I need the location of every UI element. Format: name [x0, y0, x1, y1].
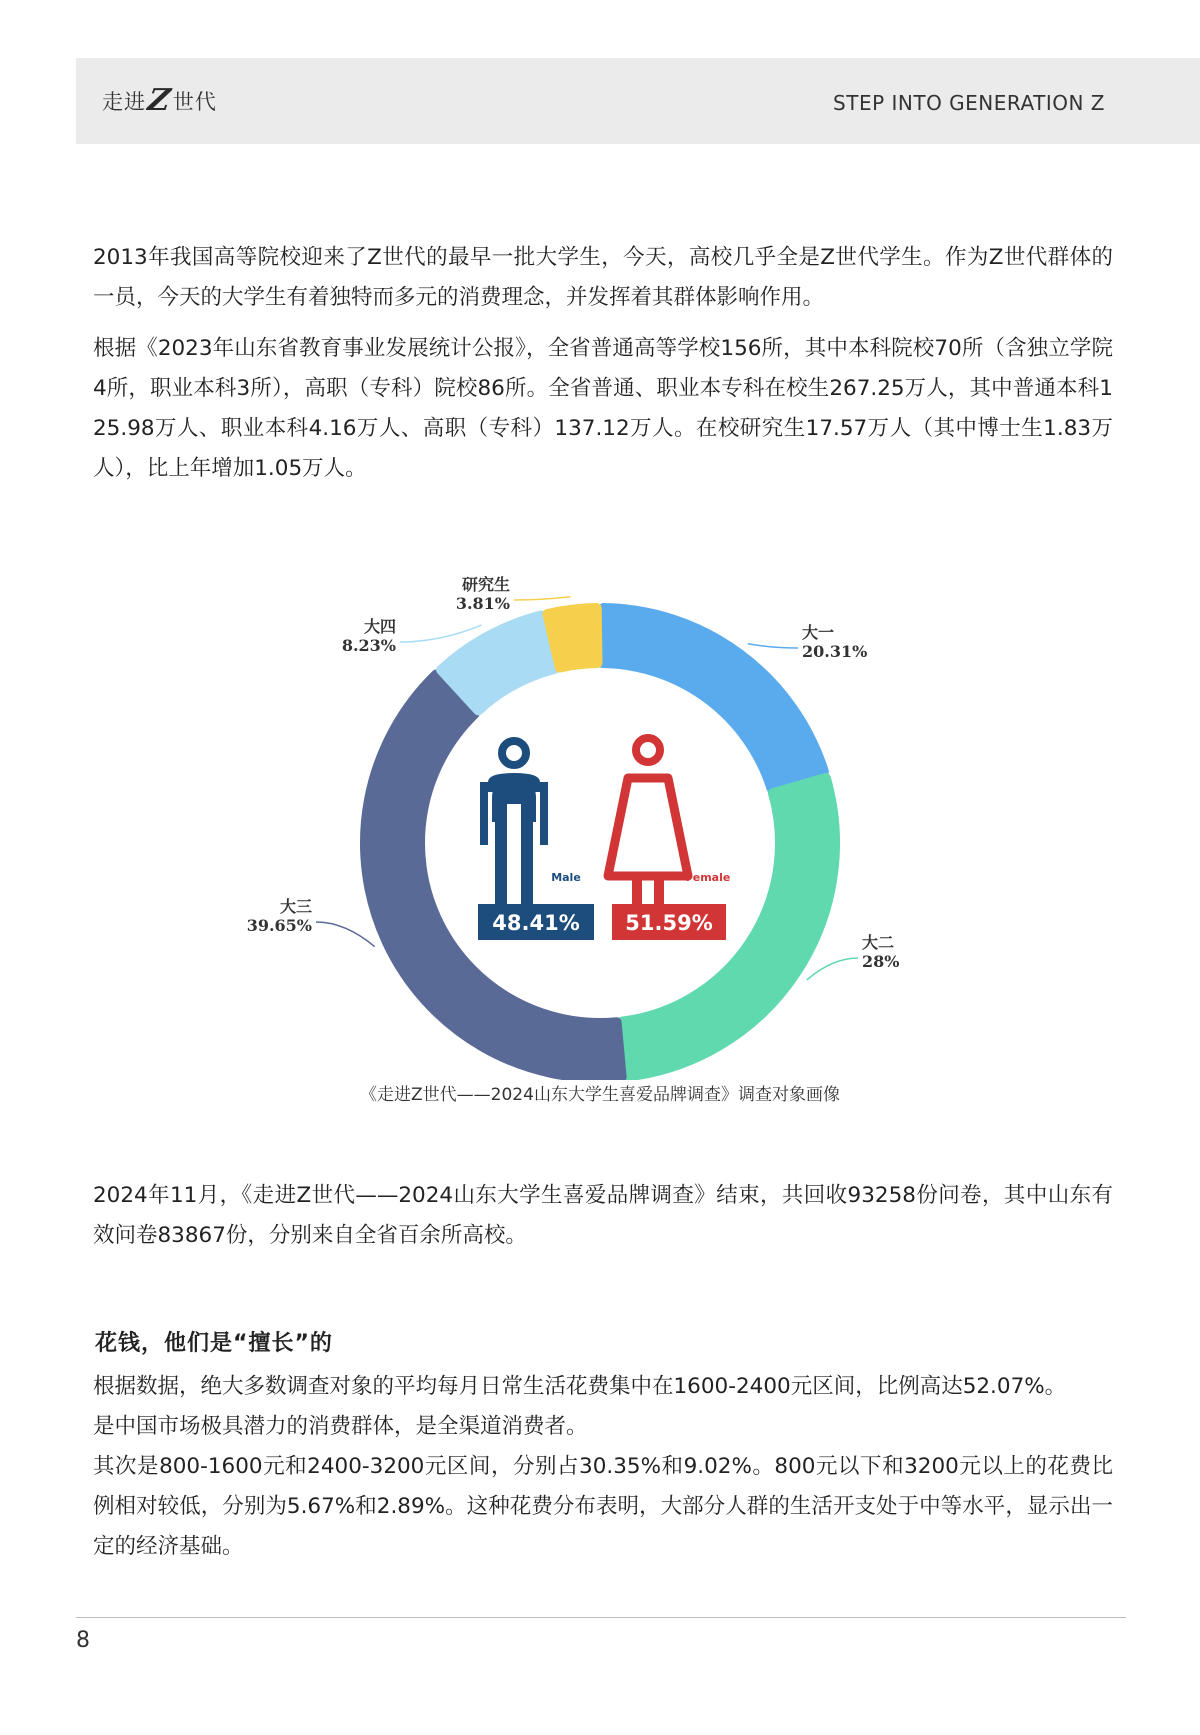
donut-slice-graduate	[547, 608, 597, 668]
spending-paragraph	[93, 1367, 1113, 1567]
leader-line-sophomore	[807, 958, 858, 980]
section-title: 花钱，他们是“擅长”的	[95, 1331, 333, 1356]
page-header	[76, 58, 1200, 144]
spending-line-1: 根据数据，绝大多数调查对象的平均每月日常生活花费集中在1600-2400元区间，比例高达52.07%。	[93, 1374, 1067, 1399]
male-icon-shoulders	[488, 773, 540, 792]
leader-line-junior	[316, 922, 375, 947]
slice-value-freshman: 20.31%	[802, 642, 868, 661]
statistics-paragraph: 根据《2023年山东省教育事业发展统计公报》，全省普通高等学校156所，其中本科院校70所（含独立学院4所，职业本科3所），高职（专科）院校86所。全省普通、职业本专科在校生267.25万人，其中普通本科125.98万人、职业本科4.16万人、高职（专科）137.12万人。在校研究生17.57万人（其中博士生1.83万人），比上年增加1.05万人。	[93, 336, 1113, 481]
slice-value-senior: 8.23%	[341, 636, 396, 655]
donut-slice-junior	[365, 674, 622, 1078]
leader-line-graduate	[514, 597, 570, 600]
slice-value-graduate: 3.81%	[455, 594, 510, 613]
slice-label-junior: 大三	[279, 897, 312, 916]
header-brand-suffix: 世代	[172, 90, 217, 114]
donut-chart	[0, 560, 1200, 1080]
spending-line-3: 其次是800-1600元和2400-3200元区间，分别占30.35%和9.02%。800元以下和3200元以上的花费比例相对较低，分别为5.67%和2.89%。这种花费分布表明，大部分人群的生活开支处于中等水平，显示出一定的经济基础。	[93, 1454, 1113, 1559]
header-brand-z: Z	[145, 83, 174, 118]
survey-paragraph: 2024年11月，《走进Z世代——2024山东大学生喜爱品牌调查》结束，共回收93258份问卷，其中山东有效问卷83867份，分别来自全省百余所高校。	[93, 1183, 1113, 1248]
leader-line-freshman	[748, 644, 798, 648]
header-brand	[102, 83, 217, 118]
page-number: 8	[76, 1628, 90, 1653]
slice-label-sophomore: 大二	[862, 933, 895, 952]
donut-slice-freshman	[603, 608, 824, 788]
header-brand-prefix: 走进	[102, 90, 146, 114]
spending-line-2: 是中国市场极具潜力的消费群体，是全渠道消费者。	[93, 1414, 588, 1439]
female-icon-head	[636, 738, 660, 762]
male-label: Male	[551, 871, 581, 884]
slice-value-sophomore: 28%	[862, 952, 900, 971]
slice-label-senior: 大四	[363, 617, 396, 636]
male-icon-left-arm	[480, 782, 488, 845]
footer-divider	[76, 1617, 1126, 1618]
slice-label-freshman: 大一	[802, 623, 835, 642]
intro-paragraph: 2013年我国高等院校迎来了Z世代的最早一批大学生，今天，高校几乎全是Z世代学生。作为Z世代群体的一员，今天的大学生有着独特而多元的消费理念，并发挥着其群体影响作用。	[93, 245, 1113, 310]
female-icon-dress	[608, 778, 688, 876]
header-english-title: STEP INTO GENERATION Z	[833, 91, 1105, 115]
male-icon-head	[502, 741, 526, 765]
female-value: 51.59%	[625, 911, 713, 935]
male-icon-right-arm	[540, 782, 548, 845]
slice-value-junior: 39.65%	[246, 916, 312, 935]
donut-chart-container	[0, 560, 1200, 1120]
female-label: Female	[685, 871, 731, 884]
male-value: 48.41%	[492, 911, 580, 935]
chart-caption: 《走进Z世代——2024山东大学生喜爱品牌调查》调查对象画像	[360, 1085, 840, 1105]
leader-line-senior	[400, 625, 482, 642]
slice-label-graduate: 研究生	[461, 575, 510, 594]
